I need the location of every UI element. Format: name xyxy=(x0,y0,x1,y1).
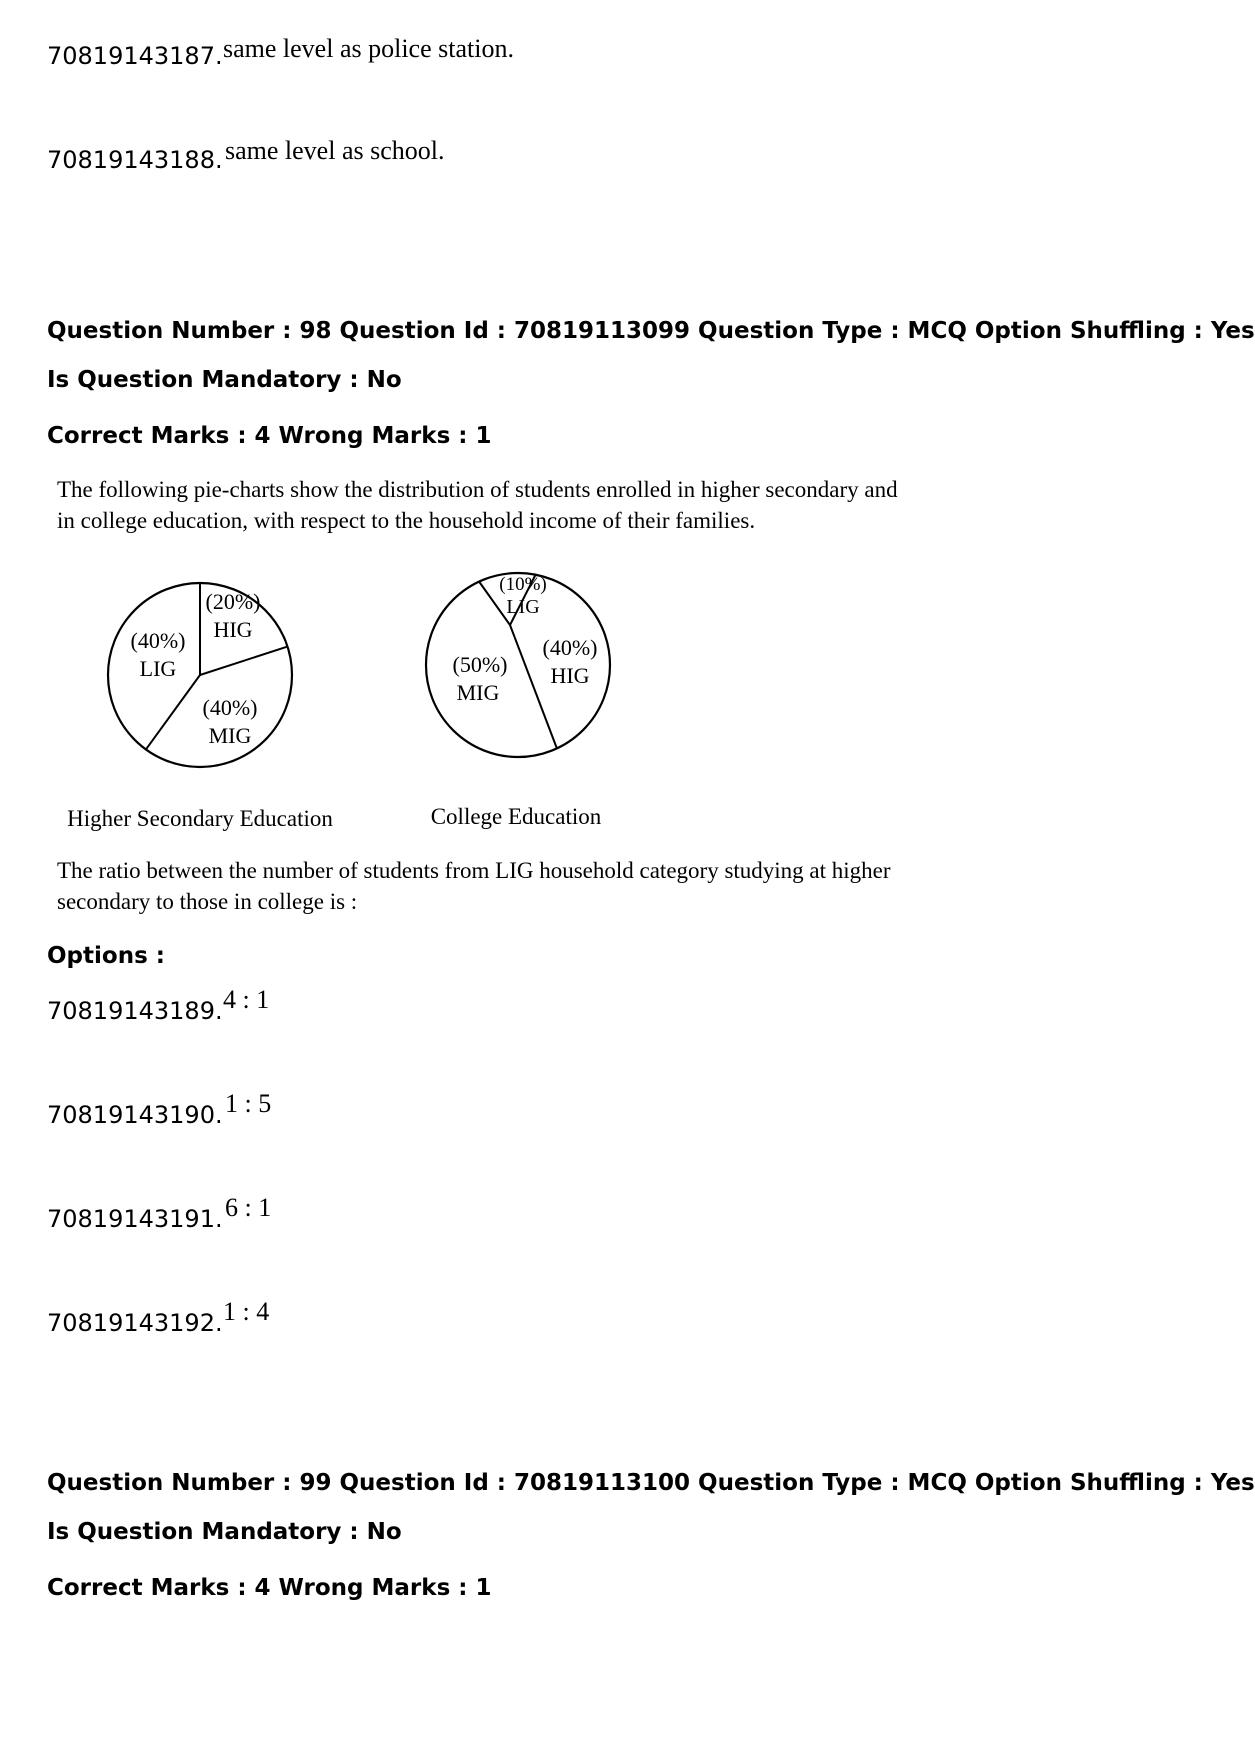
option-id: 70819143189. xyxy=(47,997,223,1025)
slice-label-pct: (20%) xyxy=(205,589,261,614)
q98-marks: Correct Marks : 4 Wrong Marks : 1 xyxy=(47,423,492,449)
question-text-line2: secondary to those in college is : xyxy=(57,889,358,914)
slice-label-pct: (50%) xyxy=(452,652,508,677)
option-text: 1 : 5 xyxy=(225,1089,272,1118)
option-id: 70819143187. xyxy=(47,42,223,70)
slice-label-pct: (40%) xyxy=(542,635,598,660)
question-text-line1: The ratio between the number of students from LIG household category studying at higher xyxy=(57,858,891,883)
option-text: 4 : 1 xyxy=(223,985,270,1014)
option-id: 70819143192. xyxy=(47,1309,223,1337)
pie-chart-college xyxy=(426,573,610,829)
prev-option-1 xyxy=(47,34,514,70)
option-1[interactable] xyxy=(47,985,270,1025)
options-heading: Options : xyxy=(47,943,165,969)
slice-label-pct: (40%) xyxy=(130,628,186,653)
option-3[interactable] xyxy=(47,1193,272,1233)
option-4[interactable] xyxy=(47,1297,270,1337)
q99-mandatory: Is Question Mandatory : No xyxy=(47,1519,402,1545)
question-intro xyxy=(57,474,957,536)
option-2[interactable] xyxy=(47,1089,272,1129)
slice-label-pct: (10%) xyxy=(499,574,547,595)
slice-label-name: MIG xyxy=(208,723,252,748)
slice-label-name: LIG xyxy=(139,656,177,681)
pie-chart-higher-secondary xyxy=(67,583,333,831)
option-id: 70819143188. xyxy=(47,146,223,174)
chart-title: College Education xyxy=(430,804,602,829)
option-id: 70819143191. xyxy=(47,1205,223,1233)
question-intro-line2: in college education, with respect to the household income of their families. xyxy=(57,508,756,533)
slice-label-name: LIG xyxy=(506,596,540,618)
slice-label-pct: (40%) xyxy=(202,695,258,720)
slice-label-name: HIG xyxy=(550,663,590,688)
option-text: 1 : 4 xyxy=(223,1297,270,1326)
question-text xyxy=(57,855,957,917)
option-text: same level as police station. xyxy=(223,34,514,63)
slice-boundary xyxy=(200,647,287,675)
pie-charts-figure xyxy=(67,555,660,845)
q99-meta-line1: Question Number : 99 Question Id : 70819113100 Question Type : MCQ Option Shuffling : Yes xyxy=(47,1470,1255,1496)
prev-option-2 xyxy=(47,136,445,174)
slice-label-name: MIG xyxy=(456,680,500,705)
q99-marks: Correct Marks : 4 Wrong Marks : 1 xyxy=(47,1575,492,1601)
slice-boundary xyxy=(146,675,200,749)
slice-label-name: HIG xyxy=(213,617,253,642)
question-intro-line1: The following pie-charts show the distribution of students enrolled in higher secondary and xyxy=(57,477,898,502)
option-text: 6 : 1 xyxy=(225,1193,272,1222)
option-id: 70819143190. xyxy=(47,1101,223,1129)
q98-mandatory: Is Question Mandatory : No xyxy=(47,367,402,393)
option-text: same level as school. xyxy=(225,136,445,165)
q98-meta-line1: Question Number : 98 Question Id : 70819113099 Question Type : MCQ Option Shuffling : Yes xyxy=(47,318,1255,344)
chart-title: Higher Secondary Education xyxy=(67,806,333,831)
